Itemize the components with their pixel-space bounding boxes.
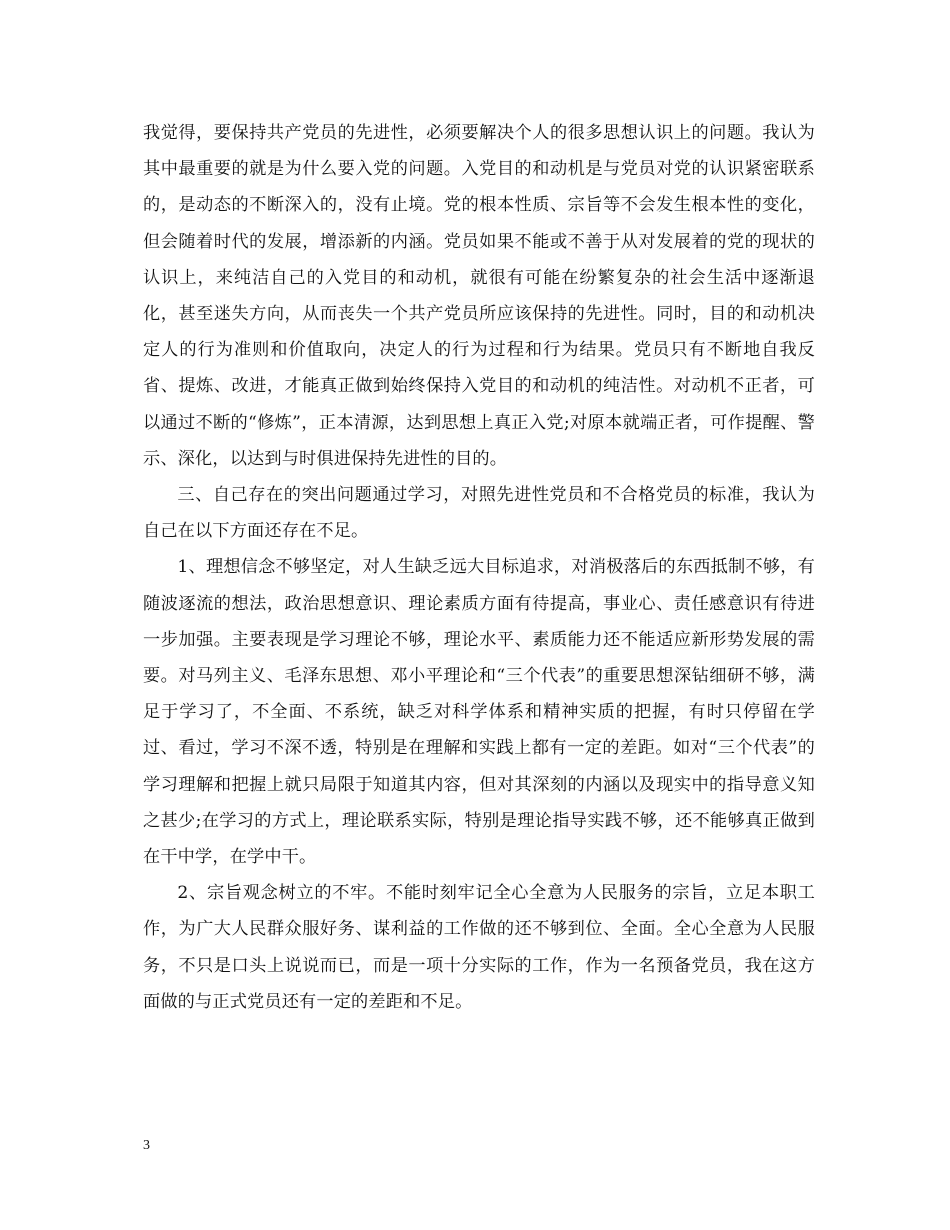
document-body [143,115,815,1020]
paragraph-issue-1-ideals: 1、理想信念不够坚定，对人生缺乏远大目标追求，对消极落后的东西抵制不够，有随波逐流的想法，政治思想意识、理论素质方面有待提高，事业心、责任感意识有待进一步加强。主要表现是学习理论不够，理论水平、素质能力还不能适应新形势发展的需要。对马列主义、毛泽东思想、邓小平理论和“三个代表”的重要思想深钻细研不够，满足于学习了，不全面、不系统，缺乏对科学体系和精神实质的把握，有时只停留在学过、看过，学习不深不透，特别是在理解和实践上都有一定的差距。如对“三个代表”的学习理解和把握上就只局限于知道其内容，但对其深刻的内涵以及现实中的指导意义知之甚少;在学习的方式上，理论联系实际，特别是理论指导实践不够，还不能够真正做到在干中学，在学中干。 [143,557,815,868]
paragraph-entry-motive: 我觉得，要保持共产党员的先进性，必须要解决个人的很多思想认识上的问题。我认为其中最重要的就是为什么要入党的问题。入党目的和动机是与党员对党的认识紧密联系的，是动态的不断深入的，没有止境。党的根本性质、宗旨等不会发生根本性的变化，但会随着时代的发展，增添新的内涵。党员如果不能或不善于从对发展着的党的现状的认识上，来纯洁自己的入党目的和动机，就很有可能在纷繁复杂的社会生活中逐渐退化，甚至迷失方向，从而丧失一个共产党员所应该保持的先进性。同时，目的和动机决定人的行为准则和价值取向，决定人的行为过程和行为结果。党员只有不断地自我反省、提炼、改进，才能真正做到始终保持入党目的和动机的纯洁性。对动机不正者，可以通过不断的“修炼”，正本清源，达到思想上真正入党;对原本就端正者，可作提醒、警示、深化，以达到与时俱进保持先进性的目的。 [143,123,815,469]
paragraph-issue-2-purpose: 2、宗旨观念树立的不牢。不能时刻牢记全心全意为人民服务的宗旨，立足本职工作，为广大人民群众服好务、谋利益的工作做的还不够到位、全面。全心全意为人民服务，不只是口头上说说而已，而是一项十分实际的工作，作为一名预备党员，我在这方面做的与正式党员还有一定的差距和不足。 [143,883,815,1012]
paragraph-section-three-heading: 三、自己存在的突出问题通过学习，对照先进性党员和不合格党员的标准，我认为自己在以下方面还存在不足。 [143,485,815,542]
page-number: 3 [143,1138,150,1153]
